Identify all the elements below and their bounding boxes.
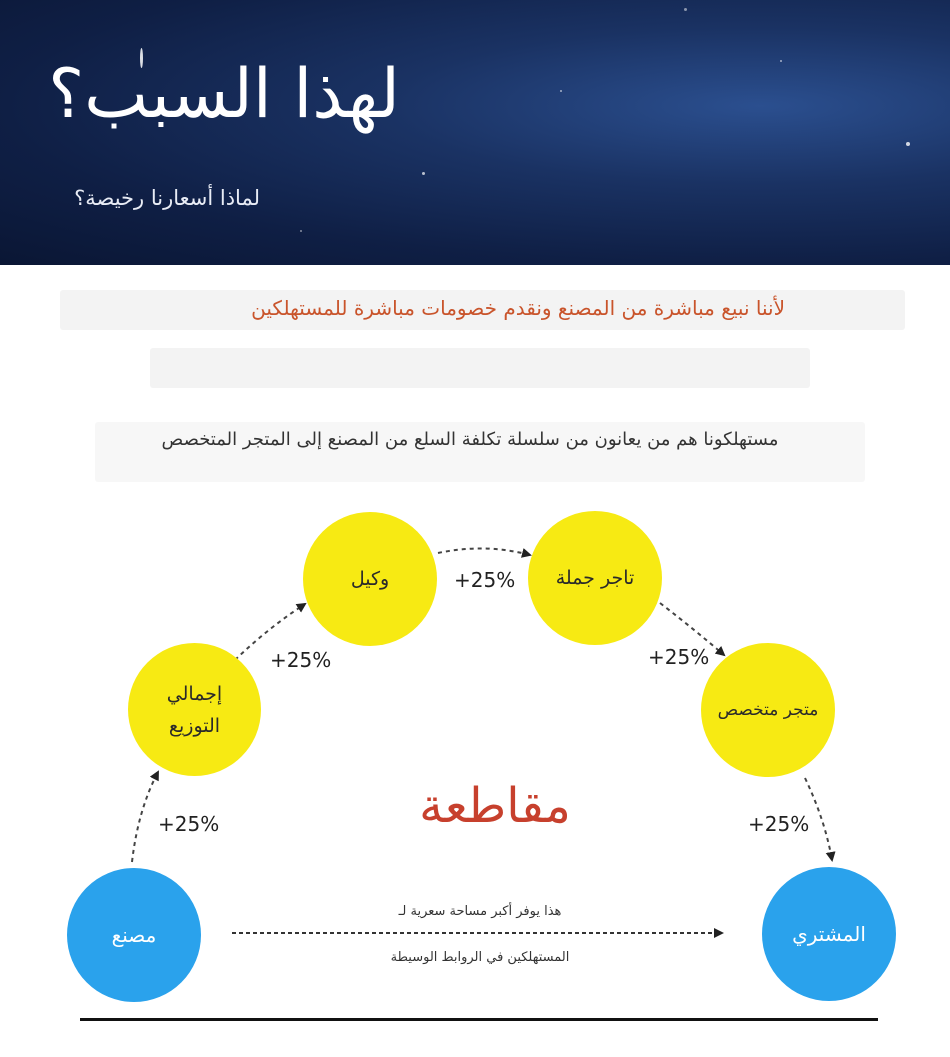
node-factory-label: مصنع (111, 923, 157, 947)
page-subtitle: لماذا أسعارنا رخيصة؟ (74, 186, 260, 210)
node-factory (67, 868, 201, 1002)
node-buyer-label: المشتري (792, 922, 866, 946)
node-specialty-store (701, 643, 835, 777)
markup-agent-to-wholesaler: +25% (454, 568, 516, 592)
node-wholesaler (528, 511, 662, 645)
bottom-divider (80, 1018, 878, 1021)
markup-factory-to-distribution: +25% (158, 812, 220, 836)
node-distribution-label-1: إجمالي (166, 682, 223, 705)
node-buyer (762, 867, 896, 1001)
markup-wholesaler-to-store: +25% (648, 645, 710, 669)
direct-note-top: هذا يوفر أكبر مساحة سعرية لـ (398, 904, 562, 919)
headline: لأننا نبيع مباشرة من المصنع ونقدم خصومات مباشرة للمستهلكين (251, 296, 785, 320)
direct-note-bottom: المستهلكين في الروابط الوسيطة (390, 950, 570, 965)
markup-distribution-to-agent: +25% (270, 648, 332, 672)
description: مستهلكونا هم من يعانون من سلسلة تكلفة السلع من المصنع إلى المتجر المتخصص (161, 429, 779, 450)
markup-store-to-buyer: +25% (748, 812, 810, 836)
center-label: مقاطعة (419, 778, 571, 834)
node-distribution (128, 643, 261, 776)
node-agent (303, 512, 437, 646)
node-agent-label: وكيل (350, 568, 390, 590)
node-distribution-label-2: التوزيع (168, 714, 221, 737)
node-specialty-store-label: متجر متخصص (717, 700, 819, 720)
page-title: لهذا السبب؟ (48, 55, 400, 134)
arrow-agent-to-wholesaler (438, 548, 530, 555)
node-wholesaler-label: تاجر جملة (555, 567, 635, 589)
arrow-factory-to-distribution (132, 772, 158, 862)
